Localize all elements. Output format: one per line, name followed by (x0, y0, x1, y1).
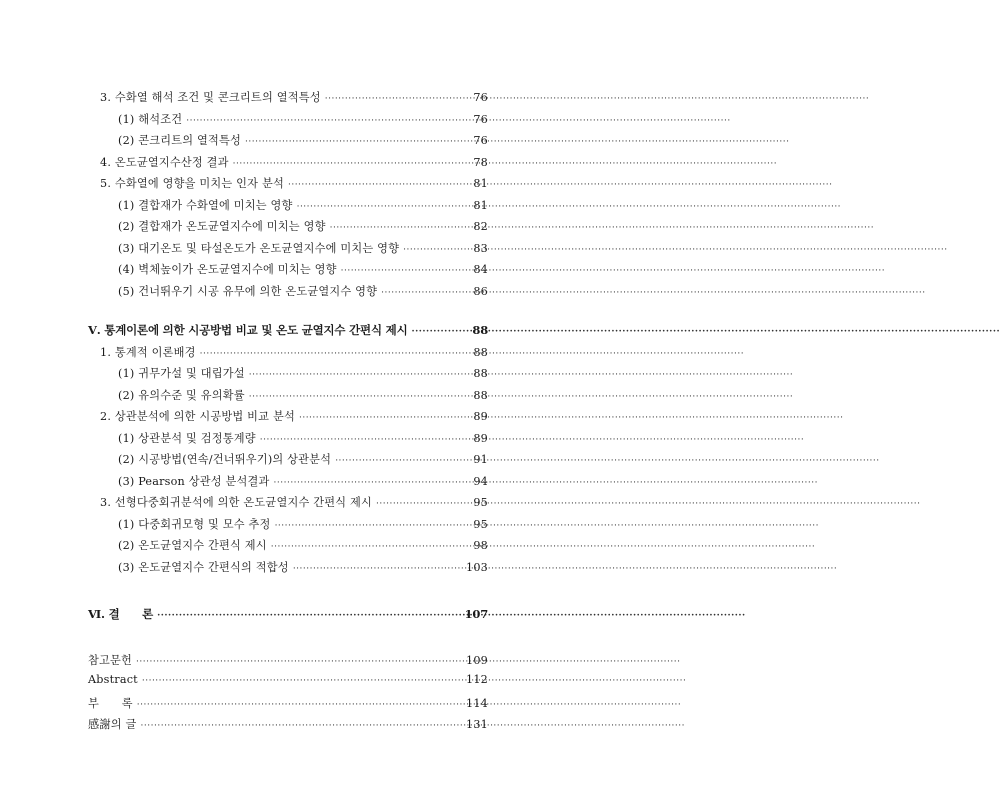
toc-entry-title: (3) 온도균열지수 간편식의 적합성 (118, 560, 289, 574)
toc-entry-page: 95 (473, 496, 488, 509)
toc-entry-title: (1) 다중회귀모형 및 모수 추정 (118, 517, 271, 531)
toc-entry[interactable] (88, 408, 488, 430)
toc-entry-page: 112 (466, 673, 488, 686)
toc-entry[interactable] (88, 516, 488, 538)
toc-entry[interactable] (88, 175, 488, 197)
toc-leader-dots (260, 435, 465, 445)
toc-entry[interactable] (88, 716, 488, 738)
toc-leader-dots (381, 288, 465, 298)
toc-entry-title: 참고문헌 (88, 653, 133, 667)
toc-entry-title: 感謝의 글 (88, 718, 137, 731)
toc-entry-page: 107 (464, 607, 488, 621)
toc-entry-page: 78 (473, 155, 488, 169)
toc-leader-dots (142, 676, 463, 686)
toc-entry-title: (3) 대기온도 및 타설온도가 온도균열지수에 미치는 영향 (118, 241, 400, 255)
toc-entry[interactable] (88, 89, 488, 111)
toc-leader-dots (274, 478, 465, 488)
toc-leader-dots (136, 657, 463, 667)
toc-entry-page: 95 (473, 517, 488, 531)
toc-entry-title: (1) 상관분석 및 검정통계량 (118, 431, 256, 445)
toc-entry-title: 4. 온도균열지수산정 결과 (100, 155, 229, 169)
toc-entry[interactable] (88, 240, 488, 262)
toc-entry-page: 131 (466, 718, 488, 731)
toc-leader-dots (288, 180, 465, 190)
toc-entry[interactable] (88, 197, 488, 219)
toc-entry-page: 89 (473, 431, 488, 445)
toc-entry-page: 98 (473, 539, 488, 552)
toc-entry-title: (2) 결합재가 온도균열지수에 미치는 영향 (118, 220, 326, 233)
toc-leader-dots (200, 349, 465, 359)
toc-entry-page: 94 (473, 474, 488, 488)
toc-entry[interactable] (88, 494, 488, 516)
toc-entry-title: (2) 콘크리트의 열적특성 (118, 134, 242, 147)
toc-entry[interactable] (88, 365, 488, 387)
toc-entry-title: Abstract (88, 673, 138, 686)
toc-entry-title: 부 록 (88, 696, 133, 710)
toc-leader-dots (297, 202, 465, 212)
toc-entry-title: (1) 귀무가설 및 대립가설 (118, 367, 245, 380)
toc-leader-dots (293, 564, 463, 574)
toc-entry-title: 5. 수화열에 영향을 미치는 인자 분석 (100, 177, 284, 190)
toc-entry[interactable] (88, 111, 488, 133)
toc-leader-dots (330, 223, 465, 233)
toc-entry-page: 82 (473, 220, 488, 233)
toc-entry[interactable] (88, 154, 488, 176)
toc-entry-page: 109 (466, 653, 488, 667)
toc-entry-title: (1) 해석조건 (118, 112, 183, 126)
toc-entry[interactable] (88, 132, 488, 154)
toc-entry-page: 76 (473, 91, 488, 104)
toc-leader-dots (141, 721, 463, 731)
toc-entry-page: 88 (473, 345, 488, 359)
toc-entry[interactable] (88, 283, 488, 305)
toc-entry-page: 81 (473, 198, 488, 212)
toc-entry[interactable] (88, 451, 488, 473)
toc-entry[interactable] (88, 559, 488, 581)
toc-entry-page: 84 (473, 263, 488, 276)
toc-entry[interactable] (88, 322, 488, 344)
toc-entry[interactable] (88, 387, 488, 409)
toc-entry-title: (3) Pearson 상관성 분석결과 (118, 474, 270, 488)
toc-leader-dots (249, 370, 465, 380)
toc-entry[interactable] (88, 344, 488, 366)
toc-entry-page: 86 (473, 284, 488, 298)
toc-entry[interactable] (88, 673, 488, 695)
toc-entry[interactable] (88, 537, 488, 559)
toc-leader-dots (233, 159, 465, 169)
toc-entry-page: 88 (473, 367, 488, 380)
toc-entry-page: 89 (473, 410, 488, 423)
toc-entry-title: (5) 건너뛰우기 시공 유무에 의한 온도균열지수 영향 (118, 284, 378, 298)
toc-entry-title: (2) 시공방법(연속/건너뛰우기)의 상관분석 (118, 453, 332, 466)
toc-leader-dots (341, 266, 465, 276)
toc-entry-page: 88 (472, 323, 488, 337)
toc-entry[interactable] (88, 652, 488, 674)
toc-entry[interactable] (88, 473, 488, 495)
toc-entry-page: 91 (473, 453, 488, 466)
toc-entry-title: 2. 상관분석에 의한 시공방법 비교 분석 (100, 410, 295, 423)
toc-entry[interactable] (88, 430, 488, 452)
toc-leader-dots (186, 116, 465, 126)
toc-entry-title: (1) 결합재가 수화열에 미치는 영향 (118, 198, 293, 212)
toc-entry-title: (4) 벽체높이가 온도균열지수에 미치는 영향 (118, 263, 337, 276)
toc-entry-title: Ⅵ. 결 론 (88, 607, 154, 621)
toc-leader-dots (299, 413, 465, 423)
toc-leader-dots (271, 542, 465, 552)
toc-leader-dots (249, 392, 465, 402)
toc-entry-title: (2) 온도균열지수 간편식 제시 (118, 539, 267, 552)
toc-entry-title: Ⅴ. 통계이론에 의한 시공방법 비교 및 온도 균열지수 간편식 제시 (88, 323, 408, 337)
toc-entry-page: 114 (466, 696, 488, 710)
toc-entry-page: 88 (473, 388, 488, 402)
toc-entry[interactable] (88, 606, 488, 628)
toc-entry-title: 3. 수화열 해석 조건 및 콘크리트의 열적특성 (100, 91, 321, 104)
toc-entry-page: 76 (473, 112, 488, 126)
toc-leader-dots (325, 94, 465, 104)
toc-entry-title: 3. 선형다중회귀분석에 의한 온도균열지수 간편식 제시 (100, 496, 373, 509)
toc-leader-dots (335, 456, 465, 466)
toc-entry-title: (2) 유의수준 및 유의확률 (118, 388, 245, 402)
toc-entry[interactable] (88, 218, 488, 240)
toc-entry-title: 1. 통계적 이론배경 (100, 345, 196, 359)
toc-leader-dots (245, 137, 465, 147)
toc-entry-page: 76 (473, 134, 488, 147)
toc-entry-page: 103 (466, 560, 488, 574)
toc-entry-page: 83 (473, 241, 488, 255)
toc-leader-dots (137, 700, 463, 710)
toc-leader-dots (275, 521, 465, 531)
toc-leader-dots (376, 499, 465, 509)
toc-entry[interactable] (88, 695, 488, 717)
table-of-contents (88, 89, 488, 738)
toc-entry-page: 81 (473, 177, 488, 190)
toc-leader-dots (411, 327, 465, 337)
toc-leader-dots (403, 245, 465, 255)
toc-leader-dots (157, 611, 462, 621)
toc-entry[interactable] (88, 261, 488, 283)
